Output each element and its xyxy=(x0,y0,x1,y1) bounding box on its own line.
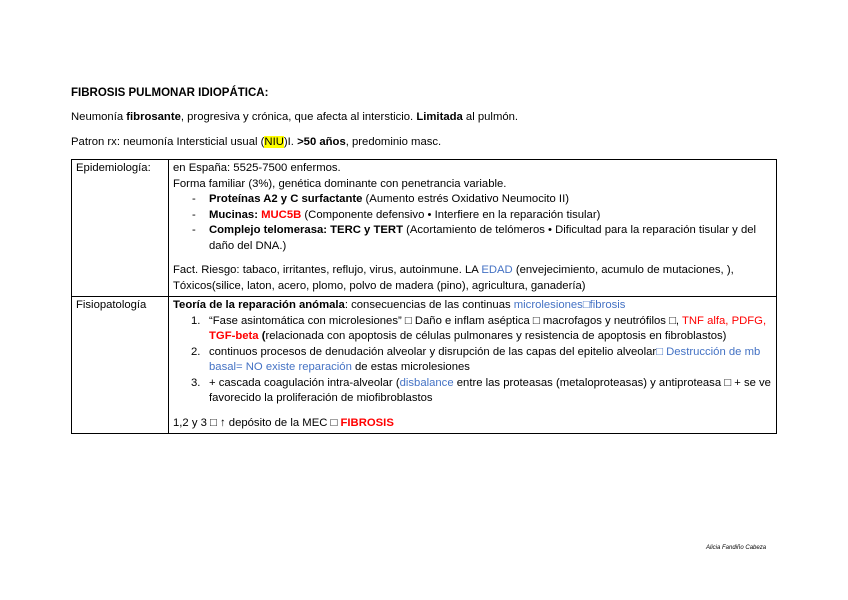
item3-text: + cascada coagulación intra-alveolar ( xyxy=(209,376,400,389)
age-bold: >50 años xyxy=(297,136,346,148)
intro1-text: , progresiva y crónica, que afecta al intersticio. xyxy=(180,111,417,123)
intro2-text: Patron rx: neumonía Intersticial usual ( xyxy=(71,136,265,148)
fis-heading xyxy=(173,298,772,314)
tnf-red: TNF alfa, PDFG, xyxy=(681,314,767,327)
spacer xyxy=(173,407,772,416)
spacer xyxy=(173,254,772,263)
info-table xyxy=(71,159,777,434)
item-number: 3. xyxy=(191,376,201,389)
risk-text: Fact. Riesgo: tabaco, irritantes, reflujo, virus, autoinmune. LA xyxy=(173,264,482,276)
item1-text: “Fase asintomática con microlesiones” □ Daño e inflam aséptica □ macrofagos y neutrófilos □, xyxy=(209,314,682,327)
list-item xyxy=(173,208,772,224)
item2-text: de estas microlesiones xyxy=(351,361,470,373)
epi-line-2: Forma familiar (3%), genética dominante con penetrancia variable. xyxy=(173,177,507,190)
item-number: 2. xyxy=(191,345,201,358)
table-row-epidemiologia xyxy=(72,160,777,297)
muc5b-red: MUC5B xyxy=(261,208,302,221)
document-title: FIBROSIS PULMONAR IDIOPÁTICA: xyxy=(71,87,269,99)
list-item xyxy=(173,376,772,407)
intro-paragraph-1 xyxy=(71,111,518,123)
epidemiologia-content xyxy=(169,160,777,297)
proteinas-bold: Proteínas A2 y C surfactante xyxy=(209,193,363,205)
list-item xyxy=(173,345,772,376)
intro-paragraph-2 xyxy=(71,136,441,148)
list-item xyxy=(173,314,772,345)
item3-text: entre las proteasas (metaloproteasas) y antiproteasa □ + se ve favorecido la proliferación de miofibroblastos xyxy=(209,376,771,404)
telomerasa-bold: Complejo telomerasa: TERC y TERT xyxy=(209,224,403,236)
conclusion-text: 1,2 y 3 □ ↑ depósito de la MEC □ xyxy=(173,416,341,429)
tgf-red: TGF-beta xyxy=(209,330,259,342)
fisiopatologia-content xyxy=(169,297,777,434)
intro2-text: , predominio masc. xyxy=(345,136,442,148)
item-number: 1. xyxy=(191,314,201,327)
epi-line-1: en España: 5525-7500 enfermos. xyxy=(173,162,341,174)
mucinas-bold: Mucinas: xyxy=(209,208,262,221)
item2-text: continuos procesos de denudación alveolar y disrupción de las capas del epitelio alveolar xyxy=(209,345,657,358)
disbalance-blue: disbalance xyxy=(399,376,454,389)
teoria-text: : consecuencias de las continuas xyxy=(344,299,514,311)
list-item xyxy=(173,223,772,254)
microlesiones-blue: microlesiones□fibrosis xyxy=(513,299,626,311)
risk-factors xyxy=(173,263,772,294)
author-footer: Alicia Fandiño Cabeza xyxy=(706,545,767,551)
list-item xyxy=(173,192,772,208)
table-row-fisiopatologia xyxy=(72,297,777,434)
teoria-bold: Teoría de la reparación anómala xyxy=(173,299,345,311)
fisiopatologia-label: Fisiopatología xyxy=(72,297,169,434)
intro1-limitada: Limitada xyxy=(416,111,463,123)
mucinas-text: (Componente defensivo • Interfiere en la reparación tisular) xyxy=(301,208,601,221)
item1-text: relacionada con apoptosis de células pulmonares y resistencia de apoptosis en fibroblastos) xyxy=(265,330,727,342)
epidemiologia-label: Epidemiología: xyxy=(72,160,169,297)
edad-blue: EDAD xyxy=(481,264,513,276)
destruccion-blue: □ Destrucción de mb basal= NO existe reparación xyxy=(209,345,761,373)
risk-text: (envejecimiento, acumulo de mutaciones, ), Tóxicos(silice, laton, acero, plomo, polvo de madera (pino), agricultura, ganadería) xyxy=(173,264,734,292)
fis-conclusion xyxy=(173,416,772,432)
intro1-fibrosante: fibrosante xyxy=(126,111,181,123)
intro1-text: Neumonía xyxy=(71,111,127,123)
intro2-text: )I. xyxy=(283,136,298,148)
item1-paren: ( xyxy=(258,330,266,342)
telomerasa-text: (Acortamiento de telómeros • Dificultad para la reparación tisular y del daño del DNA.) xyxy=(209,224,757,252)
intro1-text: al pulmón. xyxy=(462,111,519,123)
niu-highlight: NIU xyxy=(264,136,284,148)
fibrosis-red: FIBROSIS xyxy=(340,416,394,429)
proteinas-text: (Aumento estrés Oxidativo Neumocito II) xyxy=(362,193,569,205)
